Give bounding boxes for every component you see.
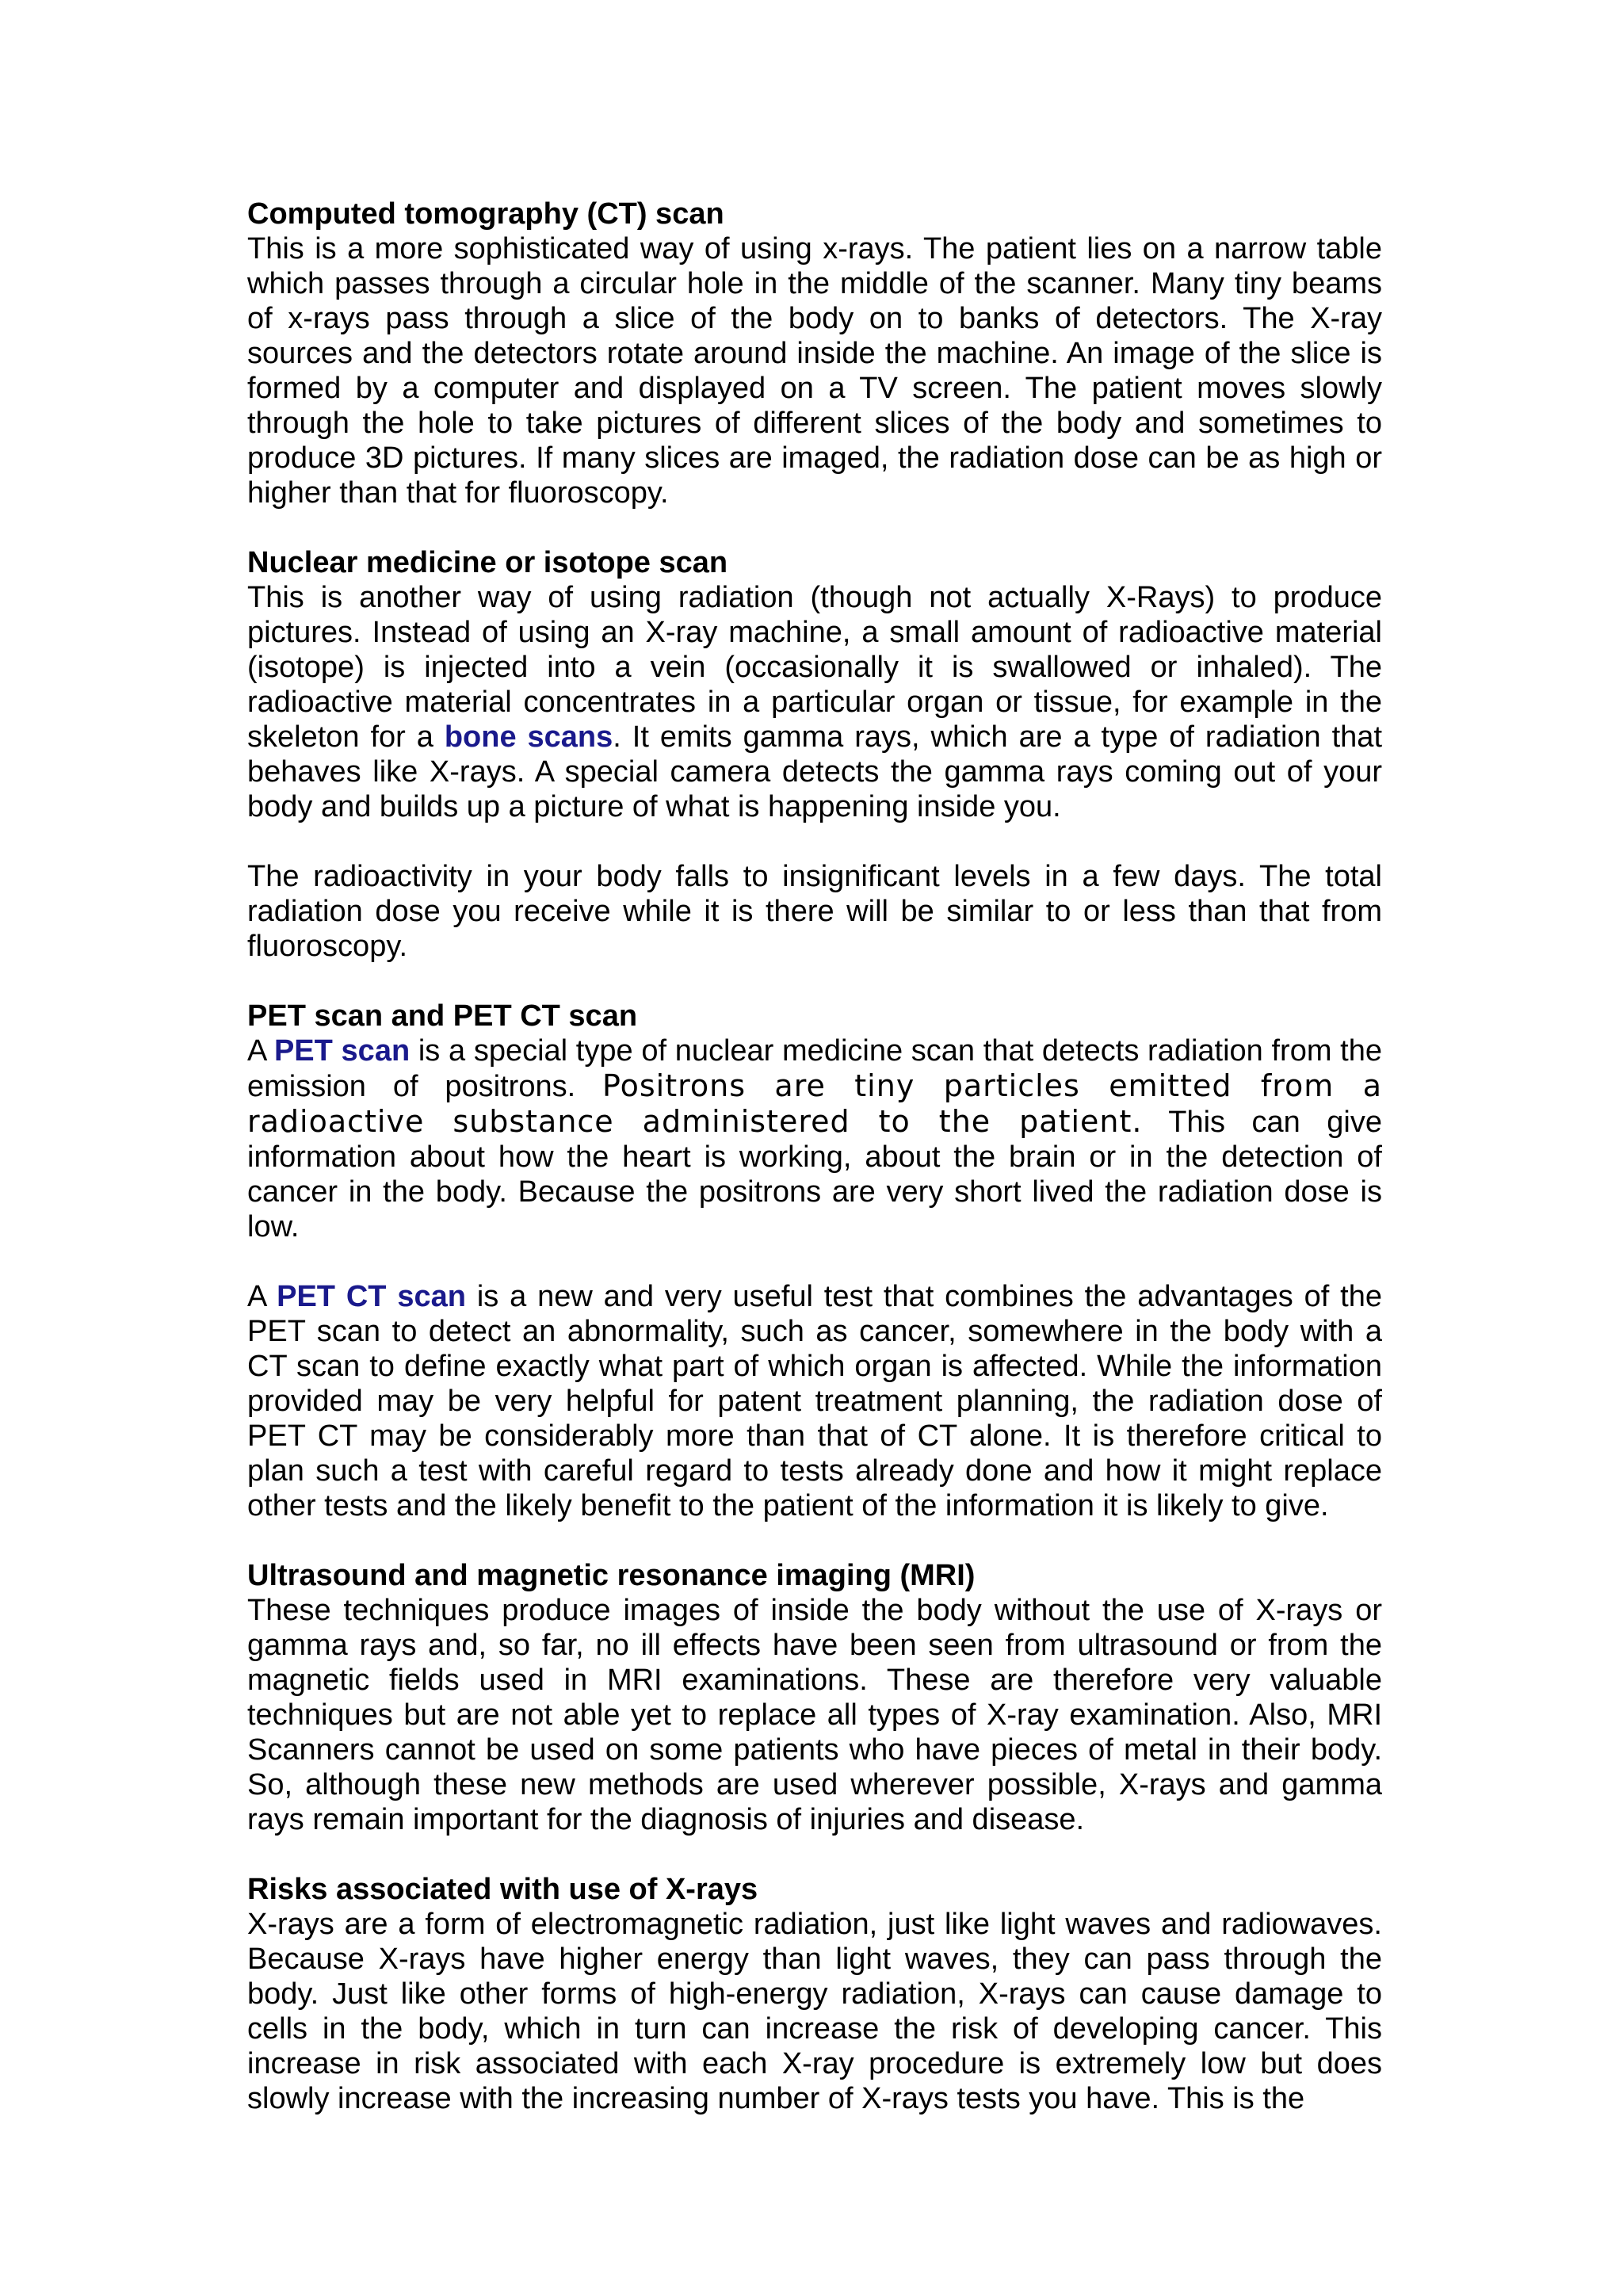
heading-xray-risks: Risks associated with use of X-rays [247,1873,758,1906]
text-segment: is a new and very useful test that combines the advantages of the PET scan to detect an abnormality, such as cancer, somewhere in the body with a CT scan to define exactly what part of which organ is affected. While the information provided may be very helpful for patent treatment planning, the radiation dose of PET CT may be considerably more than that of CT alone. It is therefore critical to plan such a test with careful regard to tests already done and how it might replace other tests and the likely benefit to the patient of the information it is likely to give. [247,1280,1382,1522]
section-nuclear-medicine [247,545,1382,964]
paragraph-ct-scan: This is a more sophisticated way of using x-rays. The patient lies on a narrow table which passes through a circular hole in the middle of the scanner. Many tiny beams of x-rays pass through a slice of the body on to banks of detectors. The X-ray sources and the detectors rotate around inside the machine. An image of the slice is formed by a computer and displayed on a TV screen. The patient moves slowly through the hole to take pictures of different slices of the body and sometimes to produce 3D pictures. If many slices are imaged, the radiation dose can be as high or higher than that for fluoroscopy. [247,232,1382,510]
text-segment: A [247,1280,277,1313]
paragraph-xray-risks: X-rays are a form of electromagnetic radiation, just like light waves and radiowaves. Because X-rays have higher energy than light waves, they can pass through the body. Just like other forms of high-energy radiation, X-rays can cause damage to cells in the body, which in turn can increase the risk of developing cancer. This increase in risk associated with each X-ray procedure is extremely low but does slowly increase with the increasing number of X-rays tests you have. This is the [247,1908,1382,2115]
section-pet-scan [247,999,1382,1523]
text-segment: A [247,1034,274,1068]
text-segment: . It emits gamma rays, which are a type of radiation that behaves like X-rays. A special camera detects the gamma rays coming out of your body and builds up a picture of what is happening inside you. [247,720,1383,823]
paragraph-nuclear-medicine-1 [247,580,1382,824]
heading-pet-scan: PET scan and PET CT scan [247,999,638,1033]
heading-nuclear-medicine: Nuclear medicine or isotope scan [247,546,728,579]
paragraph-nuclear-medicine-2: The radioactivity in your body falls to insignificant levels in a few days. The total radiation dose you receive while it is there will be similar to or less than that from fluoroscopy. [247,860,1382,963]
paragraph-pet-scan-1 [247,1033,1382,1244]
section-xray-risks [247,1872,1382,2116]
paragraph-ultrasound-mri: These techniques produce images of inside the body without the use of X-rays or gamma rays and, so far, no ill effects have been seen from ultrasound or from the magnetic fields used in MRI examinations. These are therefore very valuable techniques but are not able yet to replace all types of X-ray examination. Also, MRI Scanners cannot be used on some patients who have pieces of metal in their body. So, although these new methods are used wherever possible, X-rays and gamma rays remain important for the diagnosis of injuries and disease. [247,1594,1382,1836]
section-ct-scan [247,197,1382,510]
heading-ct-scan: Computed tomography (CT) scan [247,197,724,231]
paragraph-pet-ct-scan [247,1279,1382,1523]
document-page [247,197,1382,2151]
heading-ultrasound-mri: Ultrasound and magnetic resonance imaging (MRI) [247,1559,976,1592]
text-segment: This is another way of using radiation (though not actually X-Rays) to produce pictures. Instead of using an X-ray machine, a small amount of radioactive material (isotope) is injected into a vein (occasionally it is swallowed or inhaled). The radioactive material concentrates in a particular organ or tissue, for example in the skeleton for a [247,581,1382,754]
section-ultrasound-mri [247,1558,1382,1837]
text-segment-positrons: Positrons are tiny particles emitted from a radioactive substance administered to the patient. [247,1068,1382,1139]
link-pet-scan[interactable]: PET scan [273,1034,411,1068]
link-bone-scans[interactable]: bone scans [444,720,613,754]
link-pet-ct-scan[interactable]: PET CT scan [277,1280,466,1313]
text-segment: is a special type of nuclear medicine scan that detects radiation from the emission of positrons. [247,1034,1383,1103]
text-segment: This can give information about how the heart is working, about the brain or in the detection of cancer in the body. Because the positrons are very short lived the radiation dose is low. [247,1106,1382,1244]
